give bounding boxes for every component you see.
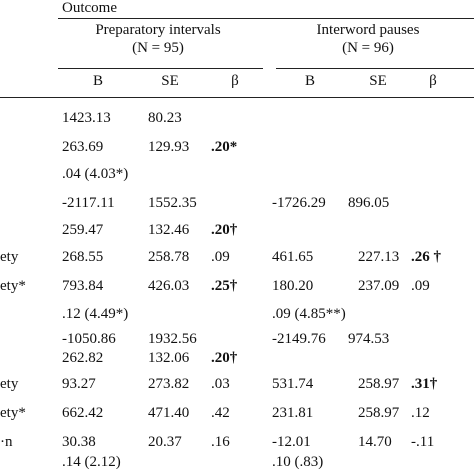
table-cell: 258.78	[148, 249, 190, 265]
table-cell: 662.42	[62, 405, 104, 421]
table-cell: .09	[411, 278, 430, 294]
rule-header-bottom	[0, 97, 474, 98]
table-cell: 974.53	[348, 331, 390, 347]
table-cell: .20†	[211, 350, 238, 366]
table-cell: 132.46	[148, 222, 190, 238]
row-label: ety*	[0, 405, 26, 421]
table-cell: 227.13	[358, 249, 400, 265]
table-cell: .10 (.83)	[272, 454, 324, 470]
table-cell: .20*	[211, 139, 238, 155]
rule-top	[58, 18, 474, 19]
table-cell: .04 (4.03*)	[62, 166, 129, 182]
table-cell: 20.37	[148, 434, 182, 450]
table-cell: 263.69	[62, 139, 104, 155]
table-cell: 793.84	[62, 278, 104, 294]
table-cell: .25†	[211, 278, 238, 294]
table-cell: 231.81	[272, 405, 314, 421]
table-cell: 896.05	[348, 195, 390, 211]
col-header-b-pause: B	[304, 73, 315, 89]
table-cell: .14 (2.12)	[62, 454, 121, 470]
table-cell: .31†	[411, 376, 438, 392]
table-cell: -12.01	[272, 434, 311, 450]
table-cell: 93.27	[62, 376, 96, 392]
table-cell: 237.09	[358, 278, 400, 294]
table-cell: 461.65	[272, 249, 314, 265]
table-cell: .12	[411, 405, 430, 421]
table-cell: 262.82	[62, 350, 104, 366]
table-cell: .26 †	[411, 249, 441, 265]
col-header-se-prep: SE	[161, 73, 179, 89]
group-title-interword: Interword pauses	[316, 22, 420, 38]
table-cell: 14.70	[358, 434, 392, 450]
table-cell: .09	[211, 249, 230, 265]
table-cell: -1050.86	[62, 331, 116, 347]
table-cell: 268.55	[62, 249, 104, 265]
table-cell: 273.82	[148, 376, 190, 392]
table-cell: -1726.29	[272, 195, 326, 211]
table-cell: 531.74	[272, 376, 314, 392]
table-cell: 471.40	[148, 405, 190, 421]
group-n-interword: (N = 96)	[342, 40, 394, 56]
table-cell: 1423.13	[62, 110, 111, 126]
table-cell: 180.20	[272, 278, 314, 294]
col-header-beta-pause: β	[429, 73, 437, 89]
table-cell: 132.06	[148, 350, 190, 366]
table-cell: .20†	[211, 222, 238, 238]
table-cell: .09 (4.85**)	[272, 306, 346, 322]
table-cell: 1552.35	[148, 195, 197, 211]
table-cell: 258.97	[358, 376, 400, 392]
table-cell: .16	[211, 434, 230, 450]
col-header-beta-prep: β	[231, 73, 239, 89]
table-cell: .03	[211, 376, 230, 392]
outcome-header: Outcome	[62, 0, 117, 16]
table-cell: -.11	[411, 434, 435, 450]
table-cell: .42	[211, 405, 230, 421]
table-cell: 129.93	[148, 139, 190, 155]
row-label: ·n	[0, 434, 13, 450]
rule-group-prep	[58, 68, 263, 69]
table-cell: 30.38	[62, 434, 96, 450]
rule-group-pause	[276, 68, 474, 69]
col-header-b-prep: B	[92, 73, 103, 89]
table-cell: 1932.56	[148, 331, 197, 347]
table-cell: 80.23	[148, 110, 182, 126]
table-cell: 258.97	[358, 405, 400, 421]
row-label: ety*	[0, 278, 26, 294]
table-cell: .12 (4.49*)	[62, 306, 129, 322]
table-cell: 426.03	[148, 278, 190, 294]
group-title-preparatory: Preparatory intervals	[95, 22, 221, 38]
table-cell: -2117.11	[62, 195, 115, 211]
row-label: ety	[0, 376, 19, 392]
table-cell: -2149.76	[272, 331, 326, 347]
row-label: ety	[0, 249, 19, 265]
group-n-preparatory: (N = 95)	[132, 40, 184, 56]
table-cell: 259.47	[62, 222, 104, 238]
col-header-se-pause: SE	[369, 73, 387, 89]
